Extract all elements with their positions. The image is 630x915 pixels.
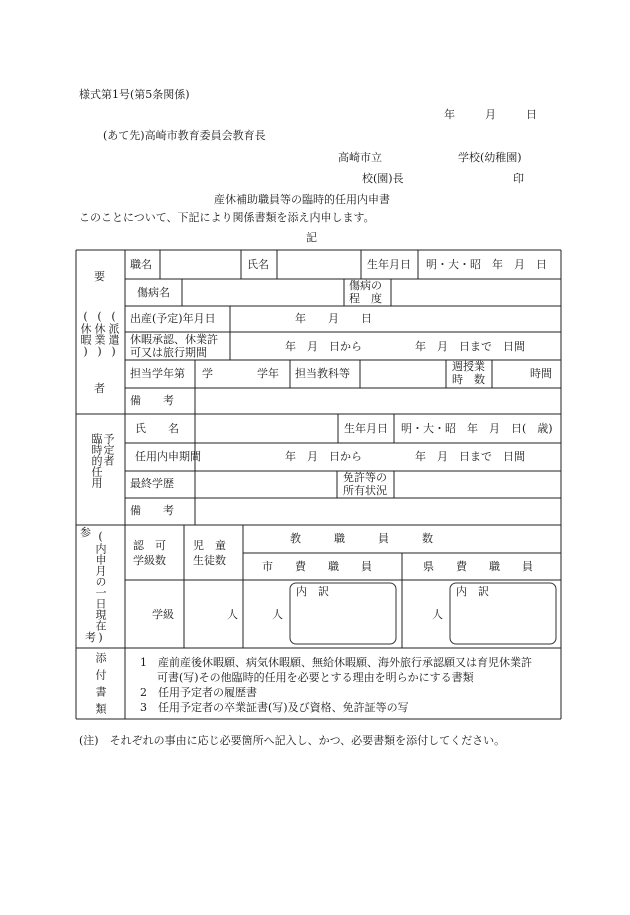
leave-period-label-line1: 休暇承認、休業許 <box>130 333 218 346</box>
license-label-line2: 所有状況 <box>343 484 387 497</box>
requester-name-label: 氏名 <box>247 258 269 271</box>
appointee-side-label-line1: 臨時的任用 <box>90 433 103 488</box>
attachment-item-2: 2 任用予定者の履歴書 <box>140 686 257 699</box>
birth-date-planned-value: 年 月 日 <box>295 312 372 325</box>
document-title: 産休補助職員等の臨時的任用内申書 <box>214 193 390 206</box>
reference-side-label-bottom: 考 <box>85 631 96 644</box>
attachments-side-label: 添付書類 <box>94 652 107 720</box>
requester-remarks-label: 備 考 <box>130 394 174 407</box>
weekly-hours-label-line2: 時 数 <box>452 373 485 386</box>
illness-degree-label-line2: 程 度 <box>349 292 382 305</box>
student-person-unit: 人 <box>227 608 238 621</box>
illness-name-label: 傷病名 <box>137 286 170 299</box>
attachment-item-1: 1 産前産後休暇願、病気休暇願、無給休暇願、海外旅行承認願又は育児休業許 <box>140 656 532 669</box>
leave-period-label-line2: 可又は旅行期間 <box>130 346 207 359</box>
requester-side-label-kyugyo: (休業) <box>93 310 106 358</box>
date-year-label: 年 <box>444 108 455 121</box>
requester-era-options: 明・大・昭 年 月 日 <box>426 258 547 271</box>
city-breakdown-label: 内 訳 <box>296 585 329 598</box>
class-unit-label: 学級 <box>152 608 174 621</box>
requester-side-label-bottom: 者 <box>94 382 105 395</box>
leave-period-from: 年 月 日から <box>285 340 362 353</box>
pref-breakdown-label: 内 訳 <box>456 585 489 598</box>
appointment-period-label: 任用内申期間 <box>135 450 201 463</box>
city-paid-staff-header: 市 費 職 員 <box>262 560 372 573</box>
footer-note: (注) それぞれの事由に応じ必要箇所へ記入し、かつ、必要書類を添付してください。 <box>79 734 506 747</box>
addressee: (あて先)高崎市教育委員会教育長 <box>103 129 266 142</box>
school-suffix-label: 学校(幼稚園) <box>458 151 522 164</box>
reference-side-label-top: 参 <box>80 526 91 539</box>
subject-label: 担当教科等 <box>295 367 350 380</box>
students-label-line2: 生徒数 <box>193 554 226 567</box>
birth-date-planned-label: 出産(予定)年月日 <box>130 312 216 325</box>
reference-side-label-middle: (内申月の一日現在) <box>94 530 107 644</box>
appointee-remarks-label: 備 考 <box>130 504 174 517</box>
ki-heading: 記 <box>306 231 317 244</box>
appointment-period-to: 年 月 日まで 日間 <box>415 450 525 463</box>
appointment-period-from: 年 月 日から <box>285 450 362 463</box>
job-title-label: 職名 <box>130 258 152 271</box>
requester-side-label-kyuka: (休暇) <box>79 310 92 358</box>
city-person-unit: 人 <box>272 608 283 621</box>
date-month-label: 月 <box>485 108 496 121</box>
appointee-side-label-line2: 予定者 <box>102 433 115 466</box>
school-city-label: 高崎市立 <box>338 151 382 164</box>
requester-birthdate-label: 生年月日 <box>367 258 411 271</box>
illness-degree-label-line1: 傷病の <box>349 279 382 292</box>
attachment-item-3: 3 任用予定者の卒業証書(写)及び資格、免許証等の写 <box>140 701 409 714</box>
appointee-era-age: 明・大・昭 年 月 日( 歳) <box>401 422 553 435</box>
approved-classes-label-line1: 認 可 <box>133 539 166 552</box>
appointee-birthdate-label: 生年月日 <box>344 422 388 435</box>
requester-side-label-haken: (派遣) <box>107 310 120 358</box>
form-code: 様式第1号(第5条関係) <box>79 88 190 101</box>
students-label-line1: 児 童 <box>193 539 226 552</box>
attachment-item-1-cont: 可書(写)その他臨時的任用を必要とする理由を明らかにする書類 <box>157 671 474 684</box>
principal-label: 校(園)長 <box>362 172 404 185</box>
hours-unit: 時間 <box>530 367 552 380</box>
submission-date <box>444 106 537 122</box>
license-label-line1: 免許等の <box>343 471 387 484</box>
pref-paid-staff-header: 県 費 職 員 <box>423 560 533 573</box>
seal-mark: 印 <box>513 172 524 185</box>
approved-classes-label-line2: 学級数 <box>133 554 166 567</box>
grade-label: 担当学年第 <box>130 367 185 380</box>
appointee-name-label: 氏 名 <box>135 422 179 435</box>
weekly-hours-label-line1: 週授業 <box>452 360 485 373</box>
intro-text: このことについて、下記により関係書類を添え内申します。 <box>79 211 375 224</box>
education-label: 最終学歴 <box>130 477 174 490</box>
leave-period-to: 年 月 日まで 日間 <box>415 340 525 353</box>
pref-person-unit: 人 <box>432 608 443 621</box>
requester-side-label-top: 要 <box>94 270 105 283</box>
grade-value: 学 学年 <box>202 367 279 380</box>
date-day-label: 日 <box>526 108 537 121</box>
staff-count-header: 教 職 員 数 <box>290 532 433 545</box>
